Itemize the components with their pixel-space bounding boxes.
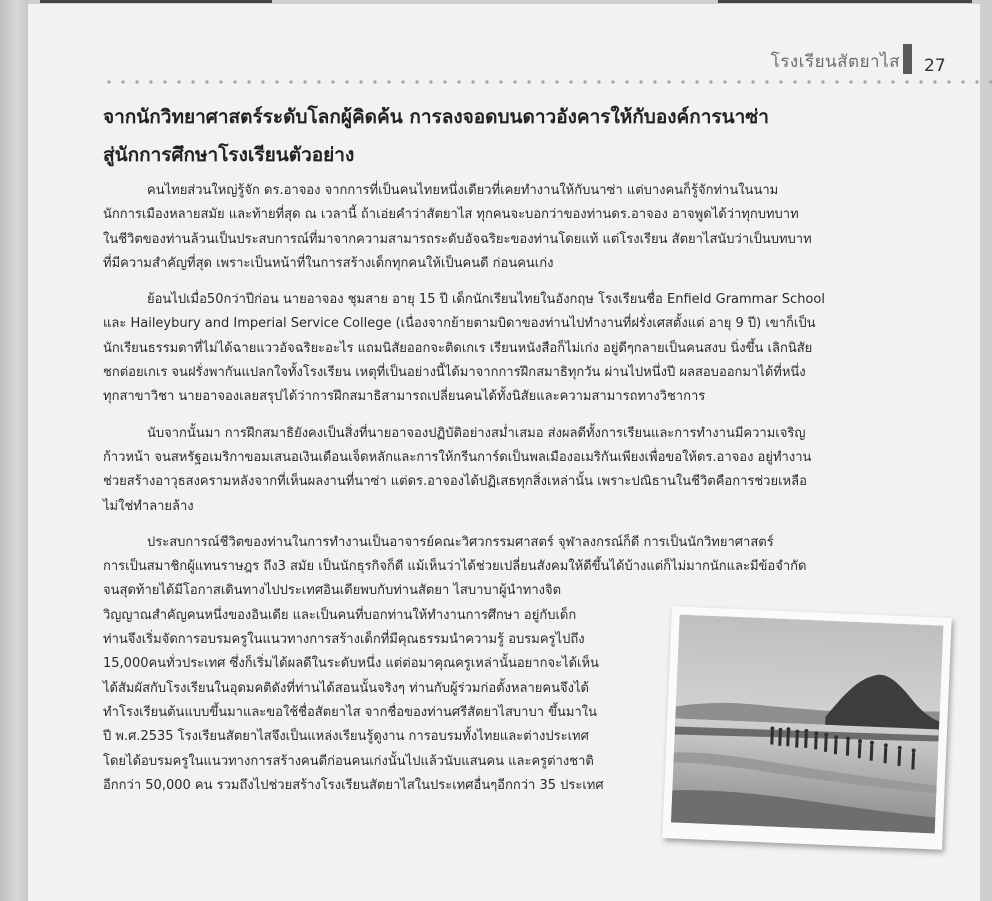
top-rule-right: [718, 0, 972, 3]
text-line: นับจากนั้นมา การฝึกสมาธิยังคงเป็นสิ่งที่นายอาจองปฏิบัติอย่างสม่ำเสมอ ส่งผลดีทั้งการเรียนและการทำงานมีความเจริญ: [147, 425, 806, 441]
text-line: วิญญาณสำคัญคนหนึ่งของอินเดีย และเป็นคนที่บอกท่านให้ทำงานการศึกษา อยู่กับเด็ก: [103, 607, 577, 623]
text-line: และ Haileybury and Imperial Service College (เนื่องจากย้ายตามบิดาของท่านไปทำงานที่ฝรั่งเศสตั้งแต่ อายุ 9 ปี) เขาก็เป็น: [103, 316, 816, 332]
landscape-photo: [671, 615, 943, 834]
landscape-photo-image: [671, 615, 943, 834]
text-line: ประสบการณ์ชีวิตของท่านในการทำงานเป็นอาจารย์คณะวิศวกรรมศาสตร์ จุฬาลงกรณ์ก็ดี การเป็นนักวิทยาศาสตร์: [147, 534, 774, 550]
paragraph-2: [103, 288, 943, 409]
dotted-rule: [102, 80, 992, 84]
paragraph-3: [103, 422, 943, 519]
text-line: จนสุดท้ายได้มีโอกาสเดินทางไปประเทศอินเดียพบกับท่านสัตยา ไสบาบาผู้นำทางจิต: [103, 583, 562, 599]
text-line: ได้สัมผัสกับโรงเรียนในอุดมคติดังที่ท่านได้สอนนั้นจริงๆ ท่านกับผู้ร่วมก่อตั้งหลายคนจึงได้: [103, 680, 589, 696]
running-header-school-name: โรงเรียนสัตยาไส: [770, 52, 900, 72]
text-line: คนไทยส่วนใหญ่รู้จัก ดร.อาจอง จากการที่เป็นคนไทยหนึ่งเดียวที่เคยทำงานให้กับนาซ่า แต่บางคนก็รู้จักท่านในนาม: [147, 183, 779, 198]
text-line: นักการเมืองหลายสมัย และท้ายที่สุด ณ เวลานี้ ถ้าเอ่ยคำว่าสัตยาไส ทุกคนจะบอกว่าของท่านดร.อาจอง อาจพูดได้ว่าทุกบทบาท: [103, 207, 799, 223]
page-number: 27: [924, 56, 946, 76]
text-line: ที่มีความสำคัญที่สุด เพราะเป็นหน้าที่ในการสร้างเด็กทุกคนให้เป็นคนดี ก่อนคนเก่ง: [103, 255, 554, 271]
article-title: [103, 98, 863, 174]
left-margin-strip: [0, 0, 28, 901]
header-divider-bar: [903, 44, 912, 74]
top-rule-left: [40, 0, 272, 3]
text-line: ไม่ใช่ทำลายล้าง: [103, 498, 194, 514]
text-line: 15,000คนทั่วประเทศ ซึ่งก็เริ่มได้ผลดีในระดับหนึ่ง แต่ต่อมาคุณครูเหล่านั้นอยากจะได้เห็น: [103, 656, 599, 672]
text-line: ในชีวิตของท่านล้วนเป็นประสบการณ์ที่มาจากความสามารถระดับอัจฉริยะของท่านโดยแท้ แต่โรงเรียน สัตยาไสนับว่าเป็นบทบาท: [103, 231, 812, 247]
text-line: ท่านจึงเริ่มจัดการอบรมครูในแนวทางการสร้างเด็กที่มีคุณธรรมนำความรู้ อบรมครูไปถึง: [103, 632, 585, 648]
paragraph-1: [103, 179, 943, 276]
text-line: ปี พ.ศ.2535 โรงเรียนสัตยาไสจึงเป็นแหล่งเรียนรู้ดูงาน การอบรมทั้งไทยและต่างประเทศ: [103, 729, 589, 745]
text-line: ช่วยสร้างอาวุธสงครามหลังจากที่เห็นผลงานที่นาซ่า แต่ดร.อาจองได้ปฏิเสธทุกสิ่งเหล่านั้น เพราะปณิธานในชีวิตคือการช่วยเหลือ: [103, 474, 807, 490]
text-line: อีกกว่า 50,000 คน รวมถึงไปช่วยสร้างโรงเรียนสัตยาไสในประเทศอื่นๆอีกกว่า 35 ประเทศ: [103, 777, 604, 793]
text-line: นักเรียนธรรมดาที่ไม่ได้ฉายแววอัจฉริยะอะไร แถมนิสัยออกจะติดเกเร เรียนหนังสือก็ไม่เก่ง อยู่ดีๆกลายเป็นคนสงบ นิ่งขึ้น เลิกนิสัย: [103, 340, 813, 356]
photo-frame: [662, 606, 951, 850]
article-title-line: สู่นักการศึกษาโรงเรียนตัวอย่าง: [103, 144, 355, 166]
text-line: ทุกสาขาวิชา นายอาจองเลยสรุปได้ว่าการฝึกสมาธิสามารถเปลี่ยนคนได้ทั้งนิสัยและความสามารถทางวิชาการ: [103, 389, 706, 405]
article-title-line: จากนักวิทยาศาสตร์ระดับโลกผู้คิดค้น การลงจอดบนดาวอังคารให้กับองค์การนาซ่า: [103, 106, 769, 128]
text-line: ก้าวหน้า จนสหรัฐอเมริกาขอมเสนอเงินเดือนเจ็ดหลักและการให้กรีนการ์ดเป็นพลเมืองอเมริกันเพียงเพื่อขอให้ดร.อาจอง อยู่ทำงาน: [103, 449, 812, 465]
text-line: ย้อนไปเมื่อ50กว่าปีก่อน นายอาจอง ชุมสาย อายุ 15 ปี เด็กนักเรียนไทยในอังกฤษ โรงเรียนชื่อ Enfield Grammar School: [147, 292, 825, 308]
text-line: การเป็นสมาชิกผู้แทนราษฎร ถึง3 สมัย เป็นนักธุรกิจก็ดี แม้เห็นว่าได้ช่วยเปลี่ยนสังคมให้ดีขึ้นได้บ้างแต่ก็ไม่มากนักและมีข้อจำกัด: [103, 559, 807, 575]
text-line: โดยได้อบรมครูในแนวทางการสร้างคนดีก่อนคนเก่งนั้นไปแล้วนับแสนคน และครูต่างชาติ: [103, 753, 594, 769]
text-line: ชกต่อยเกเร จนฝรั่งพากันแปลกใจทั้งโรงเรียน เหตุที่เป็นอย่างนี้ได้มาจากการฝึกสมาธิทุกวัน ผ่านไปหนึ่งปี ผลสอบออกมาได้ที่หนึ่ง: [103, 365, 806, 381]
text-line: ทำโรงเรียนต้นแบบขึ้นมาและขอใช้ชื่อสัตยาไส จากชื่อของท่านศรีสัตยาไสบาบา ขึ้นมาใน: [103, 704, 598, 720]
